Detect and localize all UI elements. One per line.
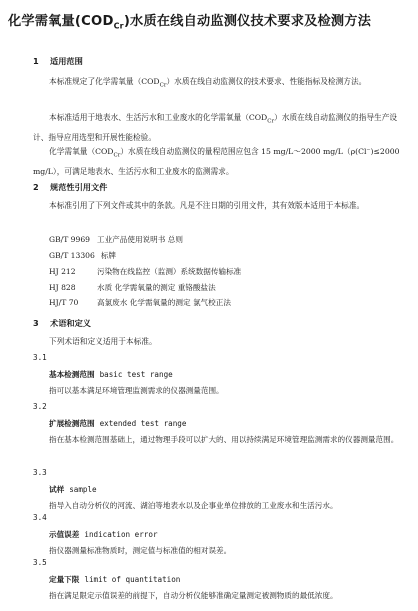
reference-item	[49, 234, 183, 245]
term-english: limit of quantitation	[84, 575, 181, 584]
title-text-post: )水质在线自动监测仪技术要求及检测方法	[123, 14, 372, 29]
reference-code: HJ/T 70	[49, 298, 79, 307]
reference-code: HJ 828	[49, 283, 76, 292]
section-title: 规范性引用文件	[50, 182, 108, 192]
term-number: 3.3	[33, 468, 47, 477]
term-english: extended test range	[99, 419, 187, 428]
reference-item	[49, 266, 241, 277]
section-number: 3	[33, 318, 39, 328]
term-heading	[49, 418, 186, 429]
terms-intro: 下列术语和定义适用于本标准。	[49, 337, 157, 346]
section-heading-terms	[33, 318, 91, 329]
title-subscript: Cr	[113, 21, 124, 31]
term-number: 3.5	[33, 558, 47, 567]
term-number: 3.4	[33, 513, 47, 522]
term-definition: 指导入自动分析仪的河流、湖泊等地表水以及企事业单位排放的工业废水和生活污水。	[49, 501, 338, 510]
reference-code: GB/T 9969	[49, 235, 91, 244]
reference-item	[49, 282, 216, 293]
term-english: basic test range	[99, 370, 173, 379]
reference-name: 标牌	[100, 251, 117, 260]
reference-code: GB/T 13306	[49, 251, 95, 260]
reference-name: 水质 化学需氧量的测定 重铬酸盐法	[97, 283, 216, 292]
scope-paragraph-1: 本标准规定了化学需氧量$(COD_{Cr})$水质在线自动监测仪的技术要求、性能指标及检测方法。	[49, 77, 367, 89]
reference-code: HJ 212	[49, 267, 76, 276]
term-english: sample	[69, 485, 97, 494]
term-chinese: 示值误差	[49, 530, 80, 539]
section-number: 2	[33, 182, 39, 192]
term-definition: 指在满足限定示值误差的前提下，自动分析仪能够准确定量测定被测物质的最低浓度。	[49, 591, 338, 600]
title-text-pre: 化学需氧量(COD	[8, 14, 114, 29]
term-heading	[49, 574, 180, 585]
term-definition: 指可以基本满足环境管理监测需求的仪器测量范围。	[49, 386, 224, 395]
reference-name: 工业产品使用说明书 总则	[97, 235, 183, 244]
term-definition: 指仪器测量标准物质时，测定值与标准值的相对误差。	[49, 546, 232, 555]
section-heading-scope	[33, 56, 83, 67]
reference-item	[49, 297, 231, 308]
term-heading	[49, 484, 97, 495]
section-title: 术语和定义	[50, 318, 91, 328]
reference-name: 污染物在线监控（监测）系统数据传输标准	[97, 267, 242, 276]
term-definition: 指在基本检测范围基础上，通过物理手段可以扩大的、用以持续满足环境管理监测需求的仪器测量范围。	[49, 435, 399, 444]
scope-paragraph-2: 本标准适用于地表水、生活污水和工业废水的化学需氧量$(COD_{Cr})$水质在线自动监测仪的指导生产设计、指导应用选型和开展性能检验。	[33, 113, 398, 142]
section-title: 适用范围	[50, 56, 83, 66]
document-title	[8, 10, 412, 31]
term-english: indication error	[84, 530, 158, 539]
section-number: 1	[33, 56, 39, 66]
term-chinese: 扩展检测范围	[49, 419, 95, 428]
section-heading-references	[33, 182, 107, 193]
scope-paragraph-3: 化学需氧量$(COD_{Cr})$水质在线自动监测仪的量程范围应包含 15 mg/L～2000 mg/L（ρ(Cl⁻)≤2000 mg/L），可满足地表水、生活污水和工业废水的监测需求。	[33, 147, 400, 176]
reference-name: 高氯废水 化学需氧量的测定 氯气校正法	[97, 298, 231, 307]
term-chinese: 定量下限	[49, 575, 80, 584]
reference-item	[49, 250, 116, 261]
term-heading	[49, 369, 173, 380]
term-heading	[49, 529, 158, 540]
term-number: 3.2	[33, 402, 47, 411]
term-chinese: 试样	[49, 485, 65, 494]
term-chinese: 基本检测范围	[49, 370, 95, 379]
references-intro: 本标准引用了下列文件或其中的条款。凡是不注日期的引用文件，其有效版本适用于本标准。	[49, 201, 365, 210]
term-number: 3.1	[33, 353, 47, 362]
